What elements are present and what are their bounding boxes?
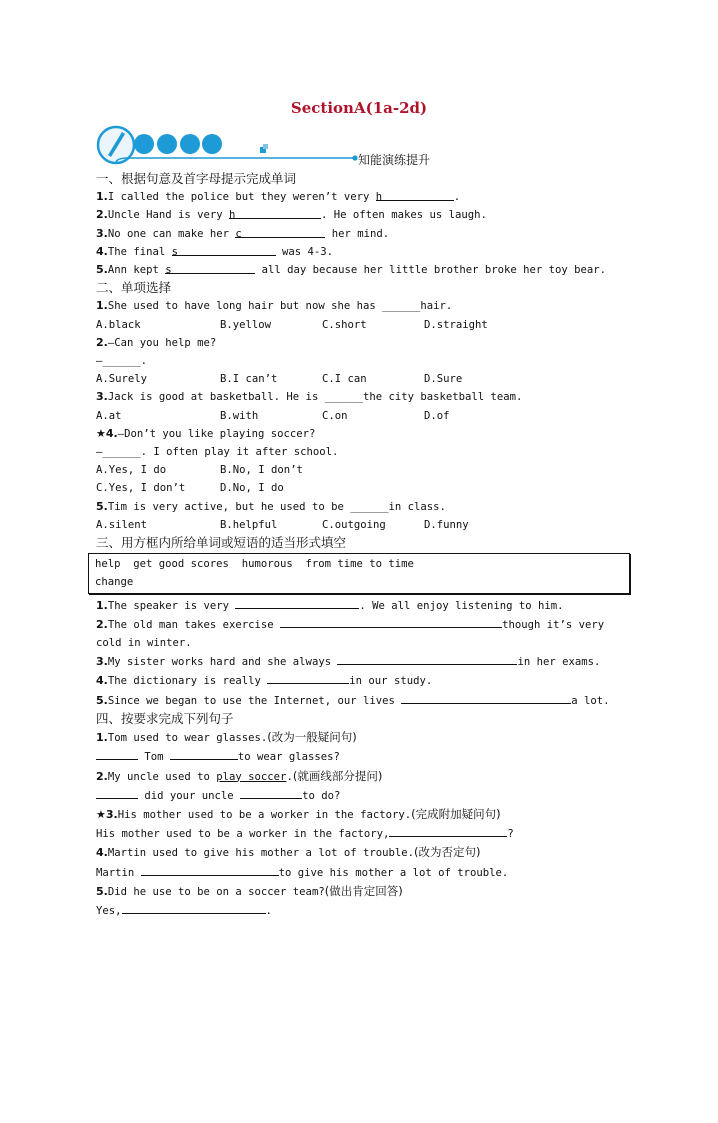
answer-blank[interactable]	[141, 863, 279, 876]
question-number: 1.	[96, 598, 108, 612]
question-row	[96, 596, 616, 615]
question-text: Uncle Hand is very	[107, 209, 230, 222]
answer-blank[interactable]	[389, 824, 507, 837]
answer-blank[interactable]	[172, 243, 276, 256]
question-text: I called the police but they weren’t very	[107, 191, 376, 204]
question-number: 1.	[96, 190, 108, 204]
question-row	[96, 206, 616, 224]
option-c[interactable]: C.on	[322, 409, 348, 422]
question-number: 4.	[96, 674, 108, 688]
question-row	[96, 671, 616, 690]
section-heading: 二、单项选择	[96, 280, 172, 296]
option-a[interactable]: A.Surely	[96, 373, 148, 386]
answer-blank[interactable]	[235, 225, 325, 238]
question-number: 5.	[96, 884, 108, 898]
option-b[interactable]: B.helpful	[220, 518, 278, 531]
question-number: 3.	[96, 226, 108, 240]
answer-row	[96, 747, 616, 766]
question-text: in her exams.	[517, 656, 601, 669]
question-number: 5.	[96, 499, 108, 513]
question-row	[96, 334, 616, 352]
question-number: 4.	[96, 244, 108, 258]
answer-blank[interactable]	[401, 691, 571, 704]
question-row	[96, 425, 616, 443]
question-text: Martin used to give his mother a lot of trouble.	[107, 847, 414, 860]
banner-label: 知能演练提升	[358, 153, 431, 167]
answer-text: Yes,	[96, 904, 122, 917]
answer-row	[96, 863, 616, 882]
question-text: The dictionary is really	[107, 675, 268, 688]
answer-blank[interactable]	[235, 596, 359, 609]
option-a[interactable]: A.silent	[96, 518, 148, 531]
answer-text: ?	[507, 828, 514, 841]
option-d[interactable]: D.straight	[424, 318, 488, 331]
question-text: .	[453, 191, 461, 204]
question-number: 1.	[96, 299, 108, 313]
question-row	[96, 691, 616, 710]
question-text: —Don’t you like playing soccer?	[117, 427, 316, 440]
question-text: She used to have long hair but now she has ______hair.	[107, 300, 453, 313]
dot-icon	[202, 134, 222, 154]
question-text: a lot.	[571, 694, 610, 707]
options-row	[96, 407, 616, 425]
option-c[interactable]: C.Yes, I don’t	[96, 482, 186, 495]
answer-text: Tom	[138, 751, 170, 764]
answer-blank[interactable]	[240, 786, 302, 799]
question-row	[96, 297, 616, 315]
hint-letter: s	[165, 264, 172, 277]
option-b[interactable]: B.I can’t	[220, 373, 278, 386]
option-d[interactable]: D.funny	[424, 518, 469, 531]
question-number: 5.	[96, 263, 108, 277]
question-number: 3.	[96, 390, 108, 404]
page-title: SectionA(1a-2d)	[290, 99, 428, 117]
worksheet-content	[96, 170, 616, 920]
answer-blank[interactable]	[267, 671, 349, 684]
question-text: The final	[107, 245, 172, 258]
question-text: My uncle used to	[107, 770, 217, 783]
options-row	[96, 461, 616, 479]
question-row	[96, 652, 616, 671]
answer-text: .	[265, 904, 272, 917]
question-text: Since we began to use the Internet, our lives	[107, 694, 402, 707]
word-box-line: help get good scores humorous from time to time	[95, 558, 414, 571]
banner-line	[116, 158, 354, 163]
option-b[interactable]: B.with	[220, 409, 259, 422]
question-number: ★3.	[96, 807, 118, 821]
option-b[interactable]: B.yellow	[220, 318, 272, 331]
answer-blank[interactable]	[96, 747, 138, 760]
question-text: . We all enjoy listening to him.	[359, 599, 564, 612]
question-number: 1.	[96, 731, 108, 745]
dot-icon	[180, 134, 200, 154]
answer-blank[interactable]	[229, 206, 321, 222]
question-row	[96, 225, 616, 243]
option-d[interactable]: D.of	[424, 409, 450, 422]
answer-text: to wear glasses?	[237, 751, 340, 764]
question-text: though it’s very cold in winter.	[96, 618, 605, 650]
question-text: His mother used to be a worker in the factory.	[117, 808, 412, 821]
question-row	[96, 498, 616, 516]
question-row	[96, 388, 616, 406]
option-a[interactable]: A.at	[96, 409, 122, 422]
answer-blank[interactable]	[122, 901, 266, 914]
question-row	[96, 882, 616, 901]
instruction-note: (做出肯定回答)	[324, 883, 403, 898]
dot-icon	[157, 134, 177, 154]
answer-row	[96, 786, 616, 805]
question-number: 2.	[96, 335, 108, 349]
word-box-line: change	[95, 576, 134, 589]
answer-blank[interactable]	[165, 261, 255, 277]
question-row: —______.	[96, 355, 148, 368]
question-row	[96, 615, 616, 652]
option-d[interactable]: D.No, I do	[220, 482, 284, 495]
option-b[interactable]: B.No, I don’t	[220, 464, 303, 477]
question-text: Ann kept	[107, 264, 166, 277]
question-text: My sister works hard and she always	[107, 656, 338, 669]
question-number: 2.	[96, 769, 108, 783]
hint-letter: c	[235, 227, 242, 240]
question-text: No one can make her	[107, 227, 236, 240]
underlined-phrase: play soccer	[216, 770, 287, 783]
question-text: The old man takes exercise	[107, 618, 281, 631]
question-number: ★4.	[96, 426, 118, 440]
question-text: .	[286, 770, 293, 783]
answer-text: to give his mother a lot of trouble.	[278, 866, 509, 879]
instruction-note: (改为否定句)	[414, 845, 481, 860]
question-row	[96, 843, 616, 862]
option-c[interactable]: C.short	[322, 318, 367, 331]
question-number: 5.	[96, 693, 108, 707]
question-text: was 4-3.	[275, 245, 334, 258]
section-heading: 四、按要求完成下列句子	[96, 710, 234, 726]
question-row	[96, 728, 616, 747]
option-a[interactable]: A.Yes, I do	[96, 464, 167, 477]
question-row	[96, 767, 616, 786]
instruction-note: (就画线部分提问)	[292, 768, 383, 783]
dot-icon	[134, 134, 154, 154]
question-number: 4.	[96, 846, 108, 860]
hint-letter: h	[229, 209, 236, 222]
answer-blank[interactable]	[280, 615, 502, 628]
section-heading: 三、用方框内所给单词或短语的适当形式填空	[96, 535, 347, 551]
question-text: The speaker is very	[107, 599, 236, 612]
hint-letter: h	[375, 191, 383, 204]
option-a[interactable]: A.black	[96, 318, 141, 331]
question-text: —Can you help me?	[107, 336, 217, 349]
option-c[interactable]: C.outgoing	[322, 518, 386, 531]
line-end-icon	[352, 155, 357, 160]
section-heading: 一、根据句意及首字母提示完成单词	[96, 171, 297, 186]
question-row	[96, 261, 616, 279]
question-text: Tom used to wear glasses.	[107, 732, 268, 745]
question-row	[96, 805, 616, 824]
question-number: 2.	[96, 208, 108, 222]
answer-text: Martin	[96, 866, 141, 879]
question-text: Did he use to be on a soccer team?	[107, 885, 325, 898]
question-text: . He often makes us laugh.	[321, 209, 487, 222]
options-row	[96, 316, 616, 334]
answer-text: did your uncle	[138, 789, 241, 802]
question-row	[96, 188, 616, 206]
instruction-note: (改为一般疑问句)	[267, 730, 357, 745]
question-number: 2.	[96, 617, 108, 631]
question-text: Tim is very active, but he used to be ______in class.	[107, 500, 446, 513]
question-text: all day because her little brother broke her toy bear.	[255, 264, 607, 277]
question-text: her mind.	[325, 227, 390, 240]
question-text: Jack is good at basketball. He is ______the city basketball team.	[107, 391, 523, 404]
question-text: in our study.	[349, 675, 433, 688]
hint-letter: s	[171, 245, 179, 258]
answer-blank[interactable]	[170, 747, 238, 760]
question-row	[96, 243, 616, 261]
option-c[interactable]: C.I can	[322, 373, 367, 386]
options-row	[96, 479, 616, 497]
options-row	[96, 370, 616, 388]
answer-row	[96, 901, 616, 920]
options-row	[96, 516, 616, 534]
answer-blank[interactable]	[96, 786, 138, 799]
option-d[interactable]: D.Sure	[424, 373, 463, 386]
answer-text: His mother used to be a worker in the factory,	[96, 828, 390, 841]
answer-row	[96, 824, 616, 843]
question-row: —______. I often play it after school.	[96, 446, 339, 459]
answer-blank[interactable]	[375, 188, 454, 204]
question-number: 3.	[96, 655, 108, 669]
answer-blank[interactable]	[337, 652, 517, 665]
word-box	[88, 553, 630, 593]
answer-text: to do?	[302, 789, 341, 802]
square-icon	[263, 144, 268, 149]
instruction-note: (完成附加疑问句)	[411, 806, 501, 821]
